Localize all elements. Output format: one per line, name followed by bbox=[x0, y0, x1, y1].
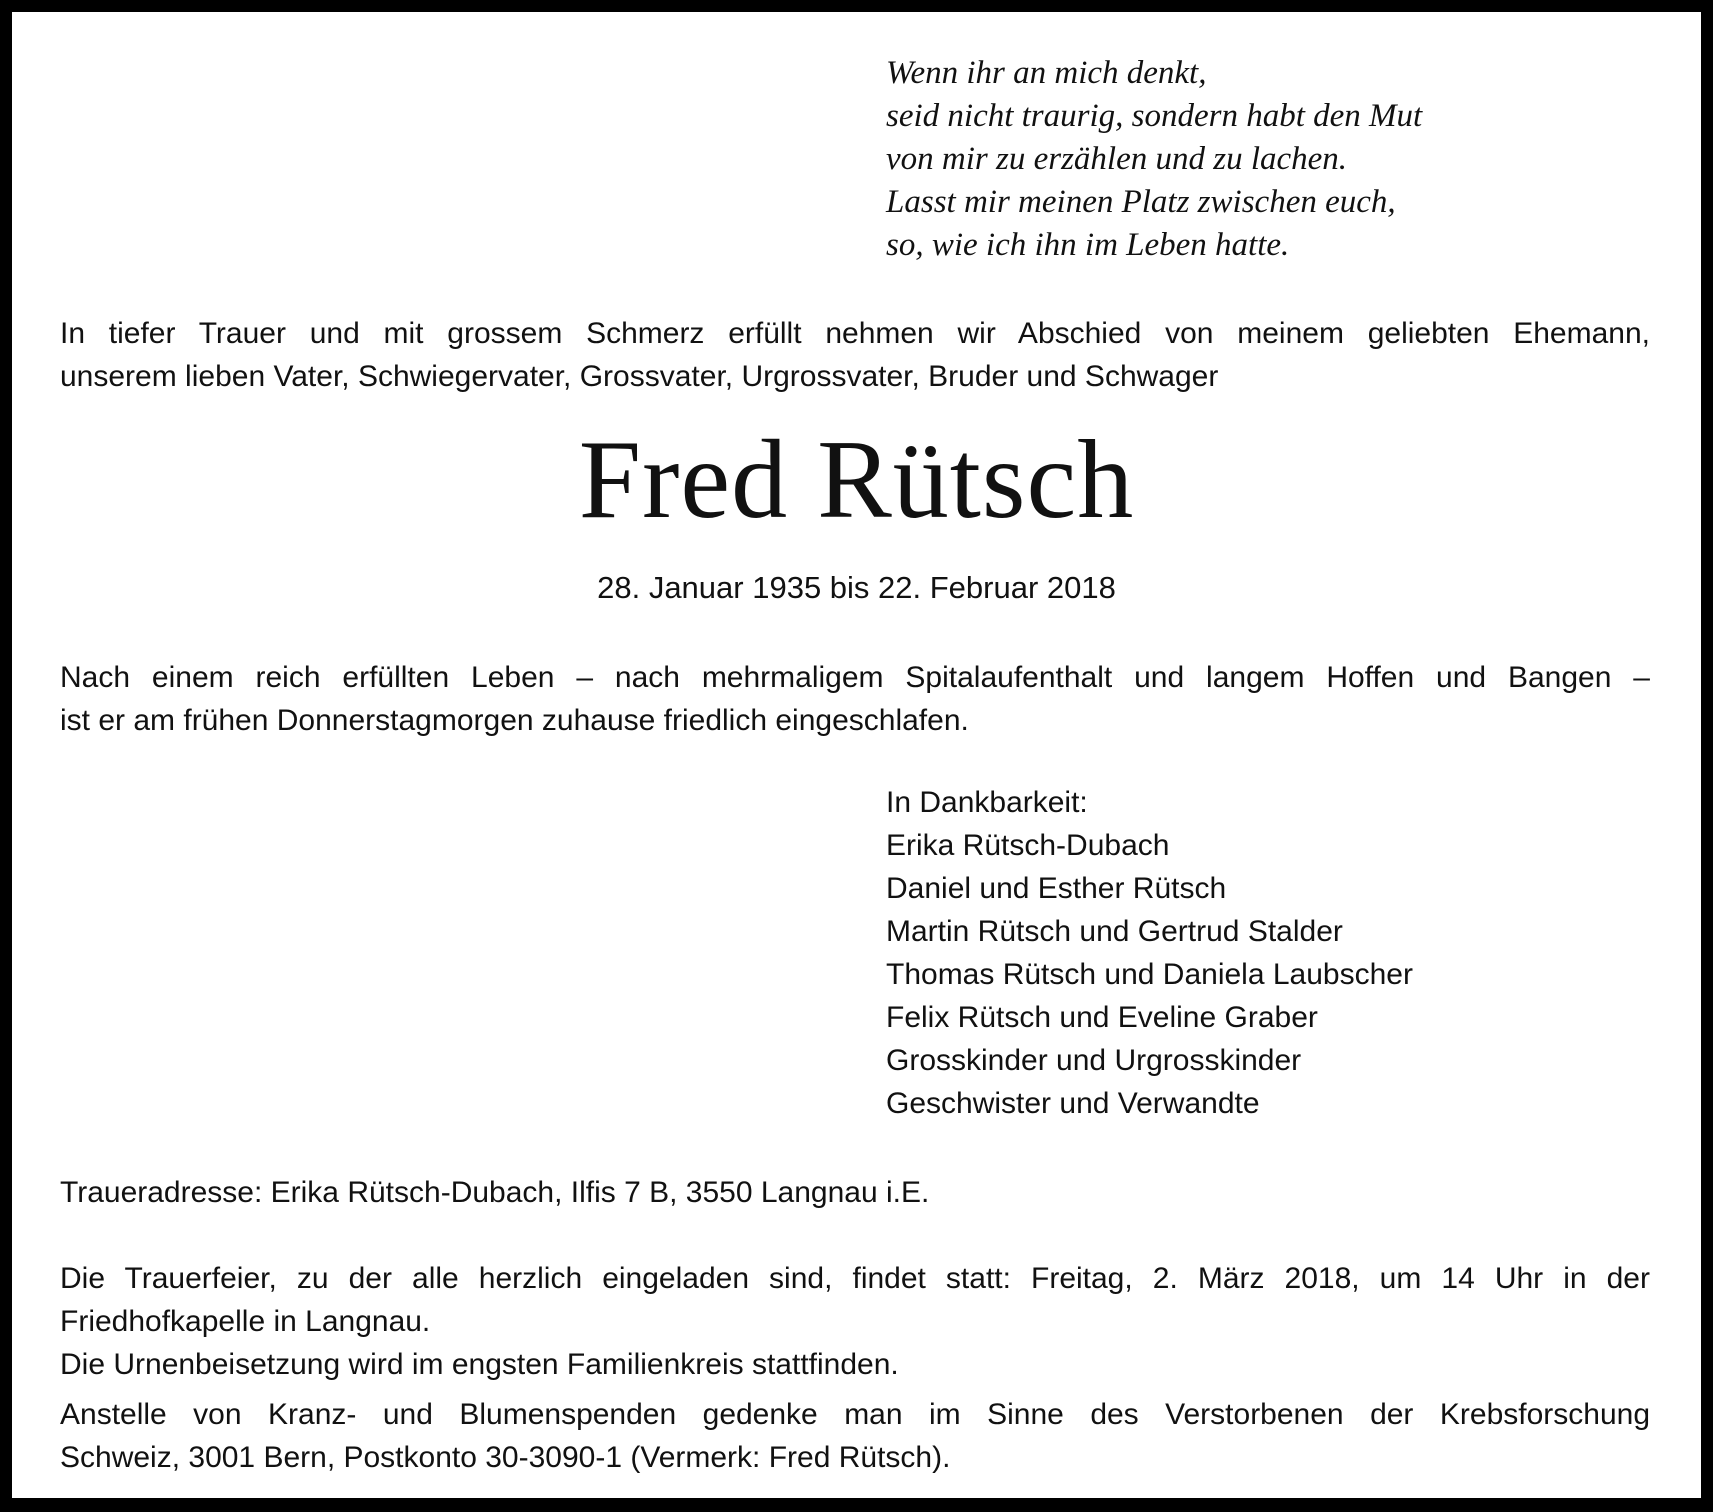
poem-line: Wenn ihr an mich denkt, bbox=[886, 55, 1207, 91]
mourning-address: Traueradresse: Erika Rütsch-Dubach, Ilfis 7 B, 3550 Langnau i.E. bbox=[60, 1176, 930, 1209]
intro-line: In tiefer Trauer und mit grossem Schmerz erfüllt nehmen wir Abschied von meinem geliebten Ehemann, bbox=[60, 317, 1650, 350]
mourner-name: Grosskinder und Urgrosskinder bbox=[886, 1044, 1302, 1077]
mourner-name: Daniel und Esther Rütsch bbox=[886, 872, 1227, 905]
poem-line: seid nicht traurig, sondern habt den Mut bbox=[886, 98, 1423, 134]
poem-line: so, wie ich ihn im Leben hatte. bbox=[886, 227, 1290, 263]
intro-paragraph bbox=[60, 312, 1650, 398]
donations-line: Anstelle von Kranz- und Blumenspenden gedenke man im Sinne des Verstorbenen der Krebsforschung bbox=[60, 1398, 1650, 1431]
mourner-name: Erika Rütsch-Dubach bbox=[886, 829, 1170, 862]
mourners-list bbox=[886, 781, 1413, 1125]
ceremony-paragraph bbox=[60, 1257, 1650, 1386]
mourner-name: Martin Rütsch und Gertrud Stalder bbox=[886, 915, 1343, 948]
intro-line: unserem lieben Vater, Schwiegervater, Grossvater, Urgrossvater, Bruder und Schwager bbox=[60, 360, 1219, 393]
life-line: Nach einem reich erfüllten Leben – nach mehrmaligem Spitalaufenthalt und langem Hoffen und Bangen – bbox=[60, 661, 1650, 694]
donations-paragraph bbox=[60, 1393, 1650, 1479]
life-paragraph bbox=[60, 656, 1650, 742]
mourner-name: Thomas Rütsch und Daniela Laubscher bbox=[886, 958, 1413, 991]
ceremony-line: Die Trauerfeier, zu der alle herzlich eingeladen sind, findet statt: Freitag, 2. März 2018, um 14 Uhr in der bbox=[60, 1262, 1650, 1295]
life-line: ist er am frühen Donnerstagmorgen zuhause friedlich eingeschlafen. bbox=[60, 704, 969, 737]
mourners-heading: In Dankbarkeit: bbox=[886, 786, 1088, 819]
poem-line: von mir zu erzählen und zu lachen. bbox=[886, 141, 1348, 177]
donations-line: Schweiz, 3001 Bern, Postkonto 30-3090-1 (Vermerk: Fred Rütsch). bbox=[60, 1441, 951, 1474]
life-dates: 28. Januar 1935 bis 22. Februar 2018 bbox=[597, 570, 1116, 605]
deceased-name: Fred Rütsch bbox=[578, 418, 1135, 542]
poem-line: Lasst mir meinen Platz zwischen euch, bbox=[886, 184, 1396, 220]
ceremony-line: Die Urnenbeisetzung wird im engsten Familienkreis stattfinden. bbox=[60, 1348, 899, 1381]
ceremony-line: Friedhofkapelle in Langnau. bbox=[60, 1305, 431, 1338]
obituary-notice bbox=[12, 12, 1701, 1498]
mourner-name: Geschwister und Verwandte bbox=[886, 1087, 1260, 1120]
memorial-poem bbox=[886, 52, 1422, 267]
mourner-name: Felix Rütsch und Eveline Graber bbox=[886, 1001, 1318, 1034]
